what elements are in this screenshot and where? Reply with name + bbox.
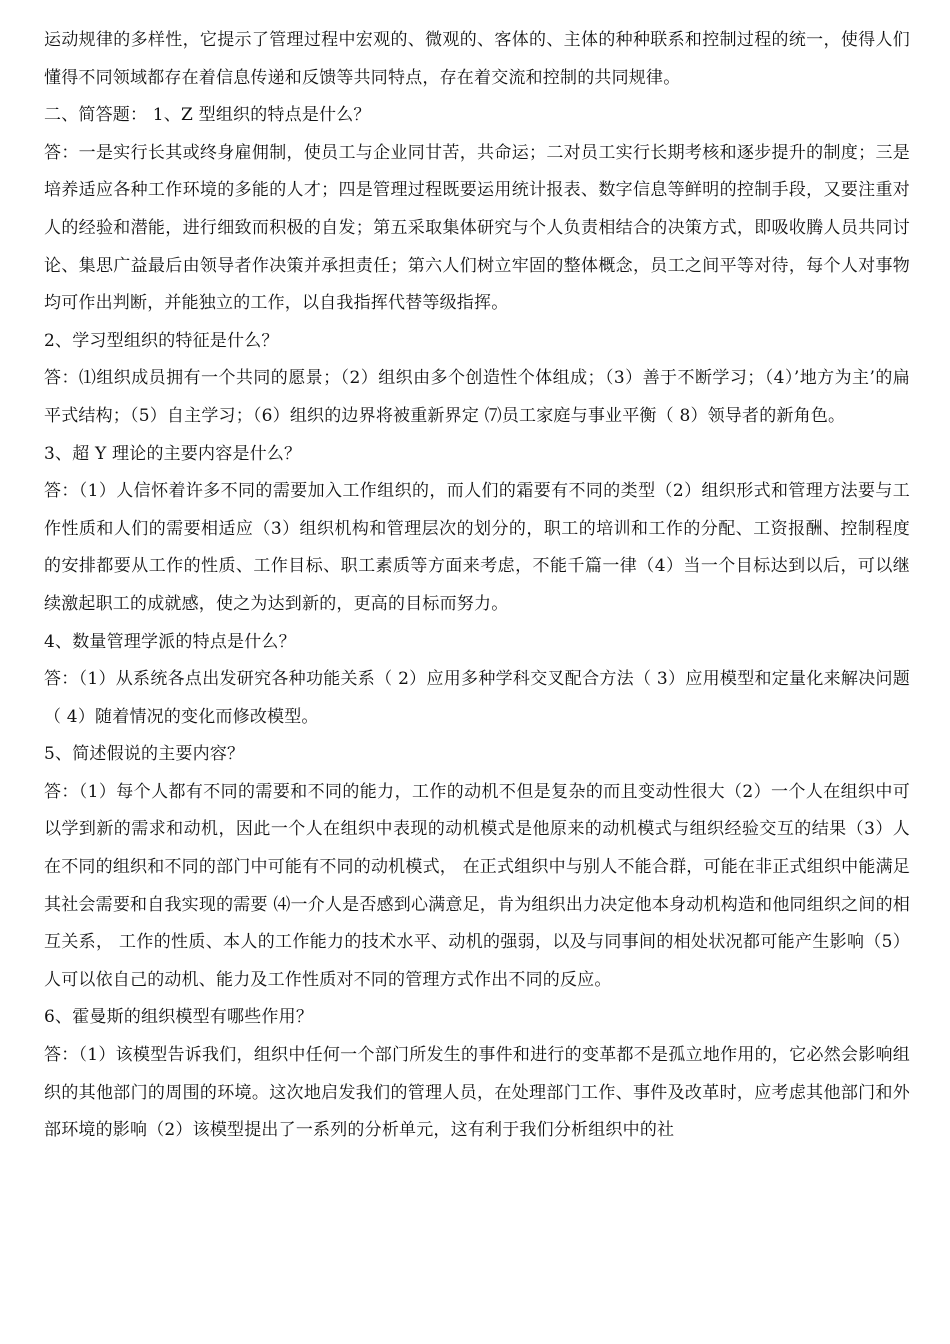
- answer-3: 答：（1）人信怀着许多不同的需要加入工作组织的，而人们的霜要有不同的类型（2）组织形式和管理方法要与工作性质和人们的需要相适应（3）组织机构和管理层次的划分的，职工的培训和工作的分配、工资报酬、控制程度的安排都要从工作的性质、工作目标、职工素质等方面来考虑，不能千篇一律（4）当一个目标达到以后，可以继续激起职工的成就感，使之为达到新的，更高的目标而努力。: [44, 481, 910, 614]
- paragraph-continuation: 运动规律的多样性，它提示了管理过程中宏观的、微观的、客体的、主体的种种联系和控制过程的统一，使得人们懂得不同领域都存在着信息传递和反馈等共同特点，存在着交流和控制的共同规律。: [44, 30, 910, 88]
- question-6: 6、霍曼斯的组织模型有哪些作用？: [44, 1007, 314, 1028]
- answer-6: 答：（1）该模型告诉我们，组织中任何一个部门所发生的事件和进行的变革都不是孤立地作用的，它必然会影响组织的其他部门的周围的环境。这次地启发我们的管理人员，在处理部门工作、事件及改革时，应考虑其他部门和外部环境的影响（2）该模型提出了一系列的分析单元，这有利于我们分析组织中的社: [44, 1045, 910, 1141]
- answer-5: 答：（1）每个人都有不同的需要和不同的能力，工作的动机不但是复杂的而且变动性很大（2）一个人在组织中可以学到新的需求和动机，因此一个人在组织中表现的动机模式是他原来的动机模式与组织经验交互的结果（3）人在不同的组织和不同的部门中可能有不同的动机模式， 在正式组织中与别人不能合群，可能在非正式组织中能满足其社会需要和自我实现的需要 ⑷一介人是否感到心满意足，肯为组织出力决定他本身动机构造和他同组织之间的相互关系， 工作的性质、本人的工作能力的技术水平、动机的强弱，以及与同事间的相处状况都可能产生影响（5）人可以依自己的动机、能力及工作性质对不同的管理方式作出不同的反应。: [44, 781, 910, 990]
- question-4: 4、数量管理学派的特点是什么？: [44, 631, 296, 652]
- question-5: 5、简述假说的主要内容？: [44, 744, 245, 765]
- document-body: [44, 22, 910, 1150]
- answer-2: 答：⑴组织成员拥有一个共同的愿景；（2）组织由多个创造性个体组成；（3）善于不断学习；（4）’地方为主’的扁平式结构；（5）自主学习；（6）组织的边界将被重新界定 ⑺员工家庭与事业平衡（ 8）领导者的新角色。: [44, 368, 910, 426]
- section-heading-q1: 二、简答题： 1、Z 型组织的特点是什么？: [44, 105, 371, 126]
- question-3: 3、超 Y 理论的主要内容是什么？: [44, 443, 302, 464]
- question-2: 2、学习型组织的特征是什么？: [44, 330, 279, 351]
- answer-1: 答：一是实行长其或终身雇佣制，使员工与企业同甘苦，共命运；二对员工实行长期考核和逐步提升的制度；三是培养适应各种工作环境的多能的人才；四是管理过程既要运用统计报表、数字信息等鲜明的控制手段，又要注重对人的经验和潜能，进行细致而积极的自发；第五采取集体研究与个人负责相结合的决策方式，即吸收腾人员共同讨论、集思广益最后由领导者作决策并承担责任；第六人们树立牢固的整体概念，员工之间平等对待，每个人对事物均可作出判断，并能独立的工作，以自我指挥代替等级指挥。: [44, 142, 910, 314]
- answer-4: 答：（1）从系统各点出发研究各种功能关系（ 2）应用多种学科交叉配合方法（ 3）应用模型和定量化来解决问题（ 4）随着情况的变化而修改模型。: [44, 669, 910, 727]
